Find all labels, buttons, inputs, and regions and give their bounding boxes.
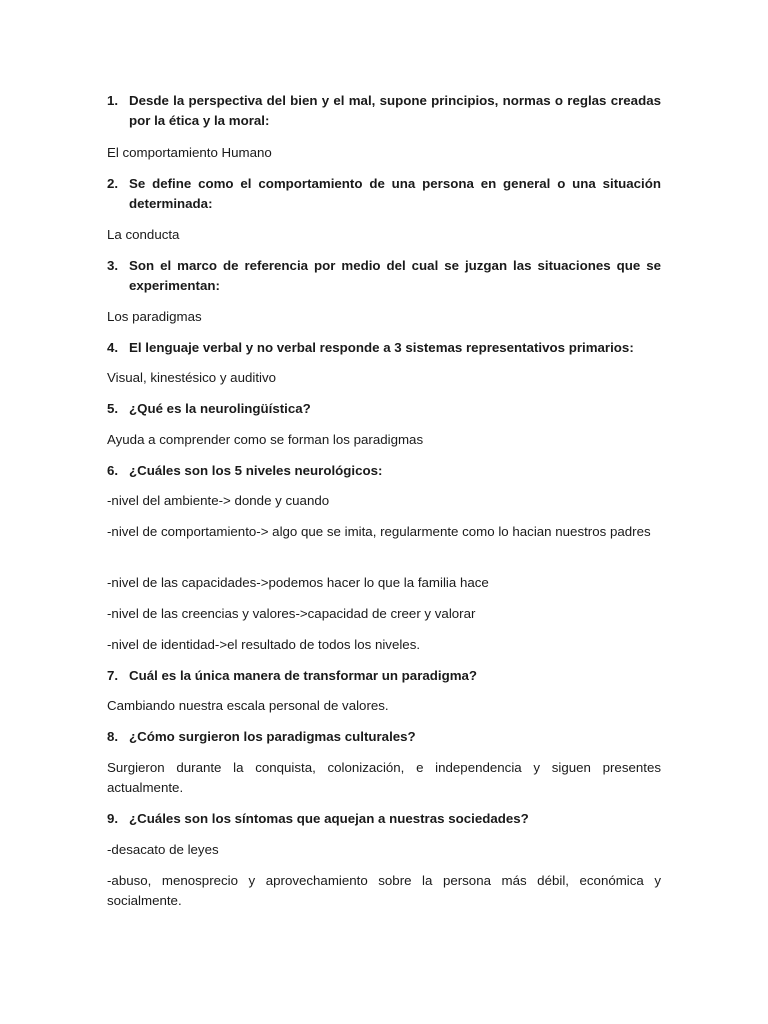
answer-2: La conducta bbox=[107, 227, 180, 242]
answer-6-line-3: -nivel de las capacidades->podemos hacer lo que la familia hace bbox=[107, 575, 489, 590]
question-5 bbox=[107, 399, 661, 419]
question-3 bbox=[107, 256, 661, 296]
answer-3: Los paradigmas bbox=[107, 309, 202, 324]
question-9 bbox=[107, 809, 661, 829]
question-number: 4. bbox=[107, 340, 119, 355]
answer-4: Visual, kinestésico y auditivo bbox=[107, 370, 277, 385]
answer-8: Surgieron durante la conquista, colonización, e independencia y siguen presentes actualmente. bbox=[107, 760, 661, 795]
answer-9-line-1: -desacato de leyes bbox=[107, 842, 219, 857]
question-4 bbox=[107, 338, 661, 358]
question-2 bbox=[107, 174, 661, 214]
answer-6-line-4: -nivel de las creencias y valores->capacidad de creer y valorar bbox=[107, 606, 476, 621]
question-text: Se define como el comportamiento de una persona en general o una situación determinada: bbox=[129, 176, 661, 211]
answer-6-line-2: -nivel de comportamiento-> algo que se imita, regularmente como lo hacian nuestros padres bbox=[107, 524, 651, 539]
question-text: Son el marco de referencia por medio del cual se juzgan las situaciones que se experimentan: bbox=[129, 258, 661, 293]
question-text: El lenguaje verbal y no verbal responde a 3 sistemas representativos primarios: bbox=[129, 340, 634, 355]
question-text: Cuál es la única manera de transformar un paradigma? bbox=[129, 668, 478, 683]
answer-9-line-2: -abuso, menosprecio y aprovechamiento sobre la persona más débil, económica y socialmente. bbox=[107, 873, 661, 908]
question-number: 6. bbox=[107, 463, 119, 478]
question-1 bbox=[107, 91, 661, 131]
question-text: ¿Cuáles son los síntomas que aquejan a nuestras sociedades? bbox=[129, 811, 529, 826]
answer-7: Cambiando nuestra escala personal de valores. bbox=[107, 698, 389, 713]
question-number: 1. bbox=[107, 93, 119, 108]
answer-6-line-5: -nivel de identidad->el resultado de todos los niveles. bbox=[107, 637, 421, 652]
question-number: 2. bbox=[107, 176, 119, 191]
question-text: ¿Cuáles son los 5 niveles neurológicos: bbox=[129, 463, 383, 478]
question-number: 7. bbox=[107, 668, 119, 683]
question-6 bbox=[107, 461, 661, 481]
question-number: 3. bbox=[107, 258, 119, 273]
answer-6-line-1: -nivel del ambiente-> donde y cuando bbox=[107, 493, 330, 508]
question-8 bbox=[107, 727, 661, 747]
question-text: ¿Qué es la neurolingüística? bbox=[129, 401, 311, 416]
question-number: 8. bbox=[107, 729, 119, 744]
question-7 bbox=[107, 666, 661, 686]
question-text: ¿Cómo surgieron los paradigmas culturales? bbox=[129, 729, 416, 744]
answer-5: Ayuda a comprender como se forman los paradigmas bbox=[107, 432, 424, 447]
answer-1: El comportamiento Humano bbox=[107, 145, 272, 160]
question-number: 9. bbox=[107, 811, 119, 826]
question-number: 5. bbox=[107, 401, 119, 416]
question-text: Desde la perspectiva del bien y el mal, supone principios, normas o reglas creadas por la ética y la moral: bbox=[129, 93, 661, 128]
